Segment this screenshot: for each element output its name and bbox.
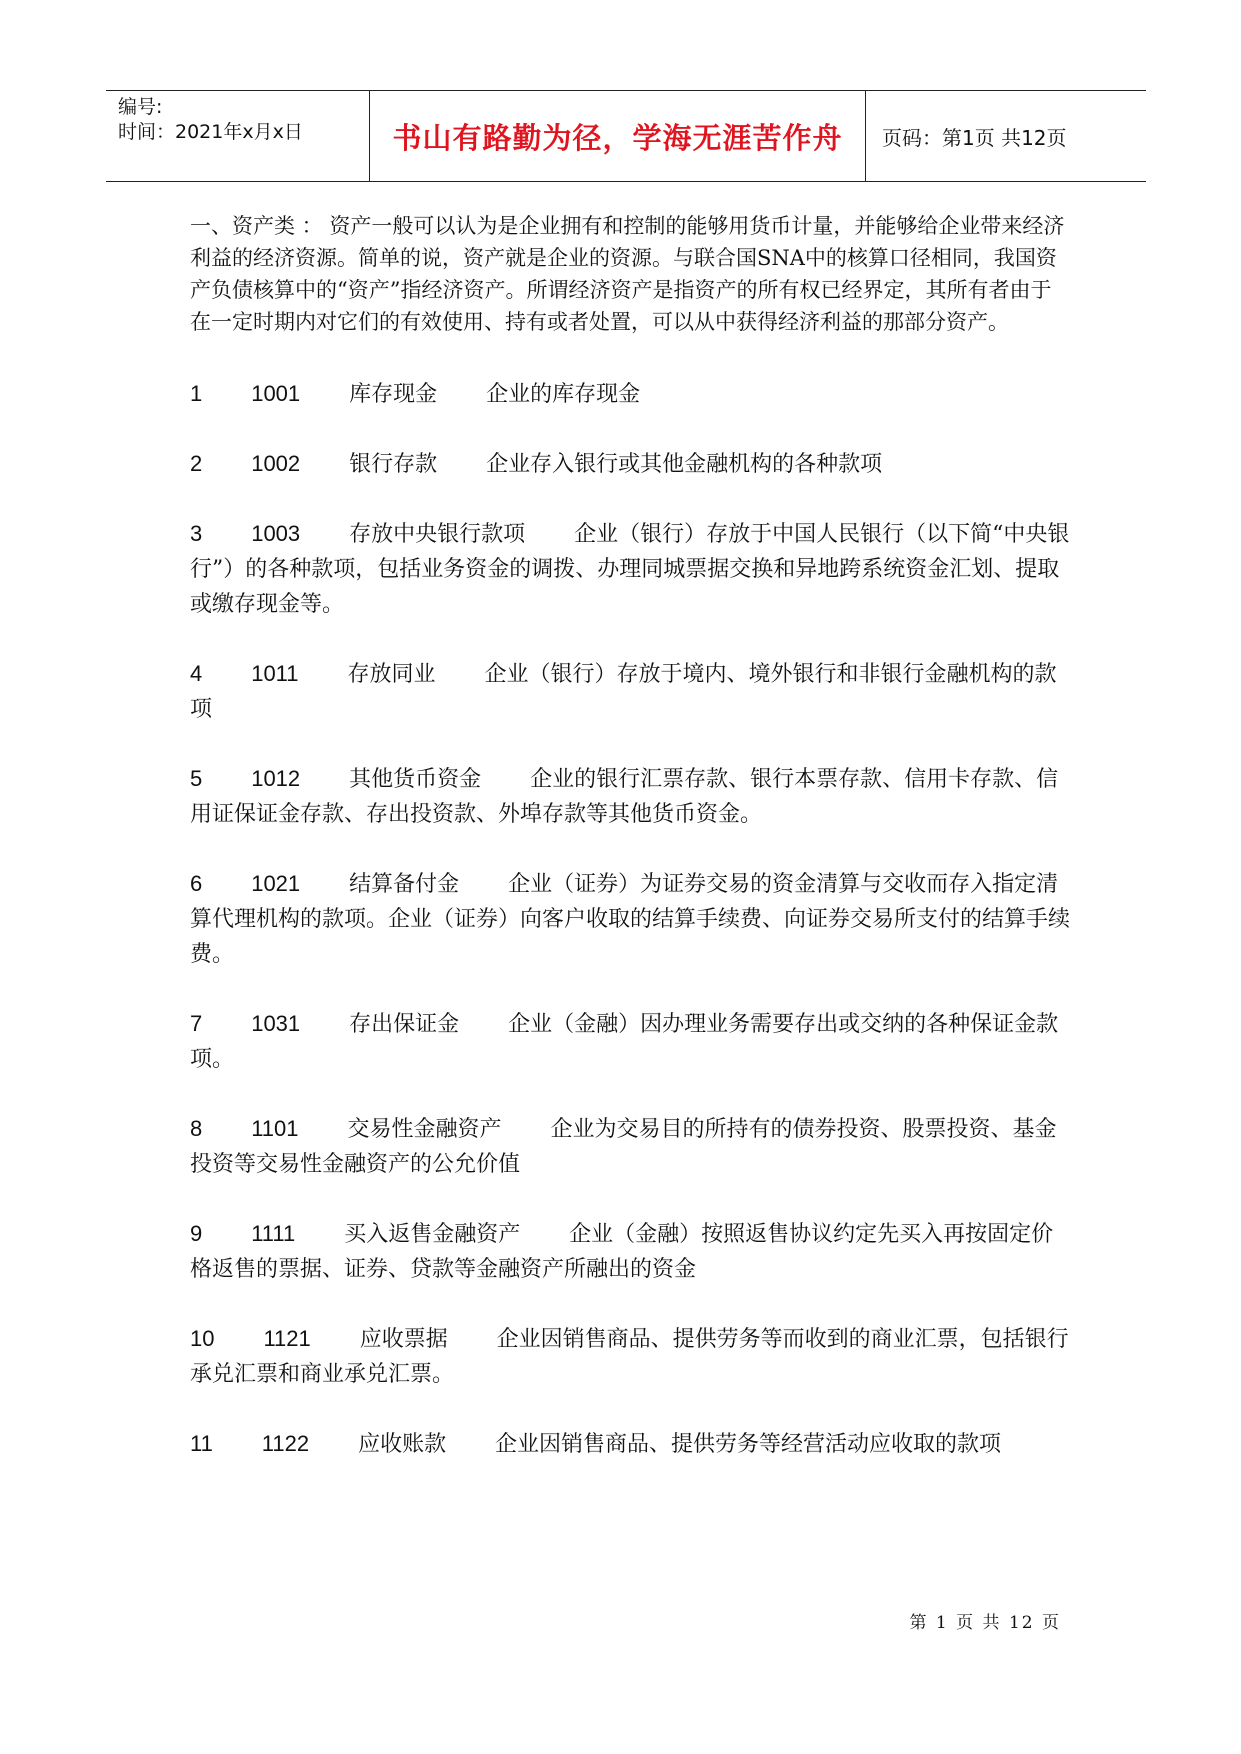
header-motto: 书山有路勤为径，学海无涯苦作舟: [370, 91, 866, 181]
entry-name: 存放中央银行款项: [349, 522, 526, 547]
entry-code: 1111: [251, 1221, 296, 1246]
header-meta: [106, 91, 370, 181]
entry-code: 1003: [251, 521, 301, 546]
entry-name: 存出保证金: [349, 1012, 460, 1037]
entry-code: 1021: [251, 871, 301, 896]
entry-description: 企业为交易目的所持有的债券投资、股票投资、基金投资等交易性金融资产的公允价值: [190, 1117, 1057, 1177]
time-label: 时间：2021年x月x日: [118, 121, 303, 143]
entry-number: 6: [190, 871, 203, 896]
account-entry: [190, 1426, 1070, 1462]
entry-code: 1121: [263, 1326, 311, 1351]
account-entry: [190, 866, 1070, 972]
entry-name: 库存现金: [349, 382, 438, 407]
entry-name: 应收票据: [359, 1327, 448, 1352]
entry-name: 应收账款: [358, 1432, 447, 1457]
account-entry: [190, 1321, 1070, 1392]
entry-name: 存放同业: [347, 662, 436, 687]
entry-code: 1002: [251, 451, 301, 476]
entry-code: 1001: [251, 381, 301, 406]
entry-name: 其他货币资金: [349, 767, 482, 792]
entry-number: 9: [190, 1221, 203, 1246]
entry-number: 10: [190, 1326, 215, 1351]
page-footer: 第 1 页 共 12 页: [909, 1613, 1061, 1633]
page-header: [106, 90, 1146, 182]
account-entry: [190, 761, 1070, 832]
account-entry: [190, 1006, 1070, 1077]
entry-number: 1: [190, 381, 203, 406]
header-page-info: 页码：第1页 共12页: [882, 125, 1067, 150]
entry-number: 5: [190, 766, 203, 791]
account-entry: [190, 656, 1070, 727]
entry-code: 1012: [251, 766, 301, 791]
entry-description: 企业因销售商品、提供劳务等经营活动应收取的款项: [495, 1432, 1002, 1457]
entry-number: 8: [190, 1116, 203, 1141]
entry-description: 企业（证券）为证券交易的资金清算与交收而存入指定清算代理机构的款项。企业（证券）向客户收取的结算手续费、向证券交易所支付的结算手续费。: [190, 872, 1071, 967]
entry-name: 结算备付金: [349, 872, 460, 897]
serial-label: 编号:: [118, 96, 163, 118]
entry-number: 11: [190, 1431, 213, 1456]
entry-number: 2: [190, 451, 203, 476]
entry-description: 企业存入银行或其他金融机构的各种款项: [486, 452, 883, 477]
account-entry: [190, 1216, 1070, 1287]
entry-description: 企业因销售商品、提供劳务等而收到的商业汇票，包括银行承兑汇票和商业承兑汇票。: [190, 1327, 1069, 1387]
account-entry: [190, 376, 1070, 412]
account-list: [190, 376, 1070, 1462]
entry-name: 银行存款: [349, 452, 438, 477]
intro-paragraph: 一、资产类 ： 资产一般可以认为是企业拥有和控制的能够用货币计量，并能够给企业带来经济利益的经济资源。简单的说，资产就是企业的资源。与联合国SNA中的核算口径相同，我国资产负债核算中的“资产”指经济资产。所谓经济资产是指资产的所有权已经界定，其所有者由于在一定时期内对它们的有效使用、持有或者处置，可以从中获得经济利益的那部分资产。: [190, 214, 1065, 334]
entry-number: 4: [190, 661, 203, 686]
entry-description: 企业（银行）存放于中国人民银行（以下简“中央银行”）的各种款项，包括业务资金的调拨、办理同城票据交换和异地跨系统资金汇划、提取或缴存现金等。: [190, 522, 1070, 617]
account-entry: [190, 446, 1070, 482]
entry-name: 交易性金融资产: [347, 1117, 502, 1142]
document-body: [190, 210, 1070, 1496]
entry-code: 1031: [251, 1011, 301, 1036]
entry-code: 1011: [251, 661, 299, 686]
entry-description: 企业的库存现金: [486, 382, 641, 407]
account-entry: [190, 1111, 1070, 1182]
entry-description: 企业（金融）因办理业务需要存出或交纳的各种保证金款项。: [190, 1012, 1059, 1072]
entry-name: 买入返售金融资产: [344, 1222, 521, 1247]
entry-description: 企业（金融）按照返售协议约定先买入再按固定价格返售的票据、证券、贷款等金融资产所融出的资金: [190, 1222, 1054, 1282]
entry-description: 企业的银行汇票存款、银行本票存款、信用卡存款、信用证保证金存款、存出投资款、外埠存款等其他货币资金。: [190, 767, 1059, 827]
account-entry: [190, 516, 1070, 622]
entry-number: 3: [190, 521, 203, 546]
entry-description: 企业（银行）存放于境内、境外银行和非银行金融机构的款项: [190, 662, 1057, 722]
entry-number: 7: [190, 1011, 203, 1036]
entry-code: 1101: [251, 1116, 299, 1141]
entry-code: 1122: [261, 1431, 310, 1456]
